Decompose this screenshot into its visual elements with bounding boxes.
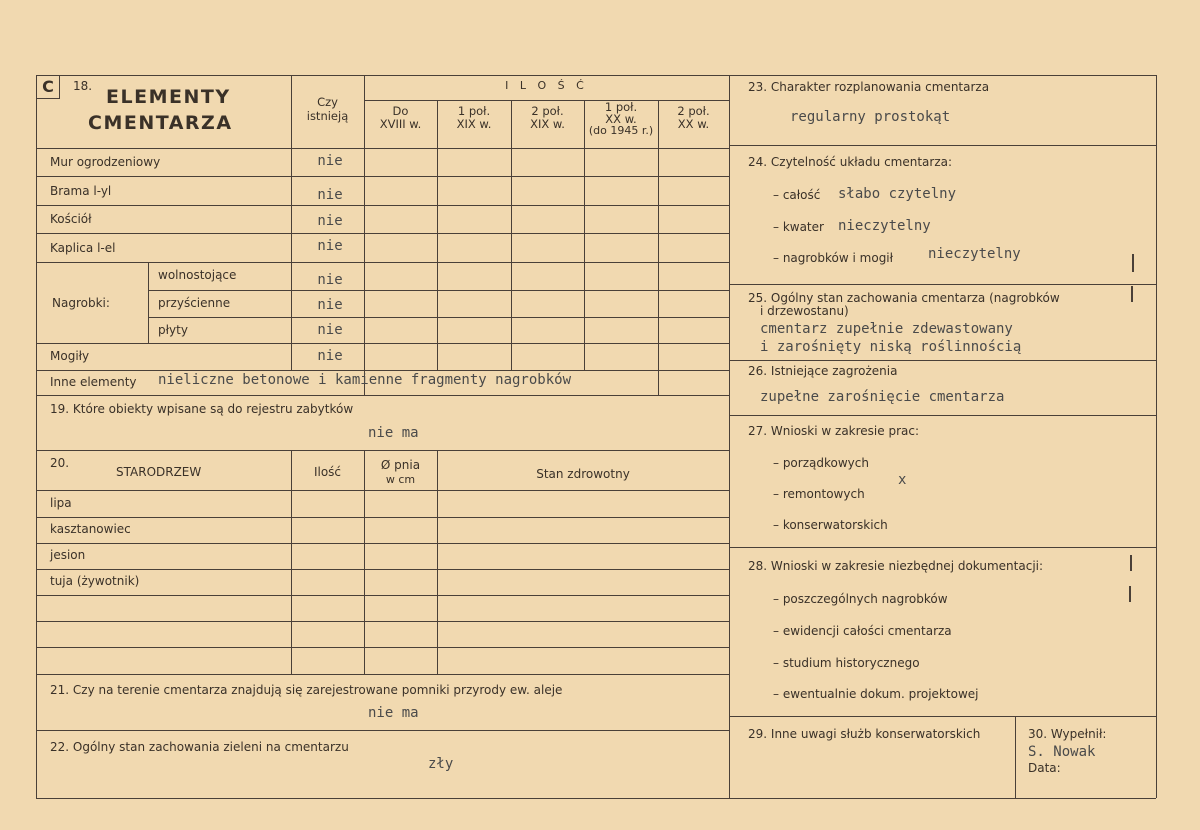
period-4-l3: (do 1945 r.) [588, 124, 654, 137]
s27-cleanup: – porządkowych [773, 456, 869, 470]
row-chapel-exists: nie [317, 238, 343, 254]
s23-label: 23. Charakter rozplanowania cmentarza [748, 80, 990, 94]
s27-mark: x [898, 472, 907, 488]
s20-diam-header-2: w cm [385, 473, 416, 486]
tree-lime: lipa [50, 496, 72, 510]
exists-header-2: istnieją [306, 109, 349, 123]
s20-health-header: Stan zdrowotny [536, 467, 630, 481]
s30-date-label: Data: [1028, 761, 1061, 775]
row-gate-label: Brama l-yl [50, 184, 112, 198]
s24-quarters-value: nieczytelny [838, 218, 931, 234]
s24-quarters-label: – kwater [773, 220, 824, 234]
s23-value: regularny prostokąt [790, 109, 951, 125]
frame-bottom [36, 798, 1156, 799]
period-5-l2: XX w. [677, 117, 710, 131]
s24-whole-value: słabo czytelny [838, 186, 957, 202]
s24-whole-label: – całość [773, 188, 821, 202]
s27-label: 27. Wnioski w zakresie prac: [748, 424, 920, 438]
s26-value: zupełne zarośnięcie cmentarza [760, 389, 1005, 405]
s19-value: nie ma [368, 425, 419, 441]
s24-graves-label: – nagrobków i mogił [773, 251, 894, 265]
gravestone-slabs-exists: nie [317, 322, 343, 338]
margin-mark [1130, 555, 1132, 571]
period-5-l1: 2 poł. [677, 104, 710, 118]
s30-value: S. Nowak [1028, 744, 1096, 760]
s24-label: 24. Czytelność układu cmentarza: [748, 155, 953, 169]
row-gate-exists: nie [317, 187, 343, 203]
s27-repair: – remontowych [773, 487, 865, 501]
row-wall-label: Mur ogrodzeniowy [50, 155, 161, 169]
gravestone-freestanding-label: wolnostojące [158, 268, 237, 282]
period-1-l2: XVIII w. [379, 117, 422, 131]
s27-conservation: – konserwatorskich [773, 518, 888, 532]
quantity-header: I L O Ś Ć [505, 79, 588, 92]
row-church-label: Kościół [50, 212, 92, 226]
other-elements-value: nieliczne betonowe i kamienne fragmenty nagrobków [158, 372, 572, 388]
tree-chestnut: kasztanowiec [50, 522, 131, 536]
s20-diam-header-1: Ø pnia [380, 458, 421, 472]
frame-right [1156, 75, 1157, 798]
s22-value: zły [428, 756, 454, 772]
s29-label: 29. Inne uwagi służb konserwatorskich [748, 727, 981, 741]
elements-title-line1: ELEMENTY [106, 86, 231, 108]
gravestone-wall-label: przyścienne [158, 296, 231, 310]
s20-title: STARODRZEW [116, 465, 202, 479]
gravestone-wall-exists: nie [317, 297, 343, 313]
margin-mark [1129, 586, 1131, 602]
margin-mark [1131, 286, 1133, 302]
s20-number: 20. [50, 456, 70, 470]
s25-label-2: i drzewostanu) [760, 304, 849, 318]
gravestone-freestanding-exists: nie [317, 272, 343, 288]
gravestones-label: Nagrobki: [52, 296, 110, 310]
elements-number: 18. [73, 79, 93, 93]
period-2-l1: 1 poł. [457, 104, 491, 118]
margin-mark [1132, 254, 1134, 272]
frame-top [36, 75, 1156, 76]
s25-label-1: 25. Ogólny stan zachowania cmentarza (nagrobków [748, 291, 1060, 305]
period-3-l1: 2 poł. [531, 104, 564, 118]
center-divider [729, 75, 730, 798]
tree-ash: jesion [50, 548, 86, 562]
s22-label: 22. Ogólny stan zachowania zieleni na cmentarzu [50, 740, 349, 754]
s24-graves-value: nieczytelny [928, 246, 1021, 262]
s28-project: – ewentualnie dokum. projektowej [773, 687, 979, 701]
frame-left [36, 75, 37, 798]
s26-label: 26. Istniejące zagrożenia [748, 364, 898, 378]
graves-exists: nie [317, 348, 343, 364]
other-elements-label: Inne elementy [50, 375, 137, 389]
s20-qty-header: Ilość [313, 465, 342, 479]
elements-title-line2: CMENTARZA [88, 112, 233, 134]
period-3-l2: XIX w. [530, 117, 565, 131]
s19-label: 19. Które obiekty wpisane są do rejestru zabytków [50, 402, 354, 416]
s30-label: 30. Wypełnił: [1028, 727, 1107, 741]
s28-gravestones: – poszczególnych nagrobków [773, 592, 948, 606]
s28-label: 28. Wnioski w zakresie niezbędnej dokumentacji: [748, 559, 1044, 573]
tree-thuja: tuja (żywotnik) [50, 574, 140, 588]
exists-header-1: Czy [317, 95, 338, 109]
s25-value-2: i zarośnięty niską roślinnością [760, 339, 1022, 355]
period-4-l1: 1 poł. [604, 100, 638, 114]
row-church-exists: nie [317, 213, 343, 229]
s21-value: nie ma [368, 705, 419, 721]
s25-value-1: cmentarz zupełnie zdewastowany [760, 321, 1013, 337]
period-2-l2: XIX w. [456, 117, 492, 131]
period-1-l1: Do [392, 104, 409, 118]
row-chapel-label: Kaplica l-el [50, 241, 116, 255]
graves-label: Mogiły [50, 349, 90, 363]
s21-label: 21. Czy na terenie cmentarza znajdują się zarejestrowane pomniki przyrody ew. aleje [50, 683, 563, 697]
gravestone-slabs-label: płyty [158, 323, 188, 337]
section-letter: C [42, 77, 54, 96]
s28-records: – ewidencji całości cmentarza [773, 624, 952, 638]
row-wall-exists: nie [317, 153, 343, 169]
s28-history: – studium historycznego [773, 656, 920, 670]
period-4-l2: XX w. [605, 112, 637, 126]
